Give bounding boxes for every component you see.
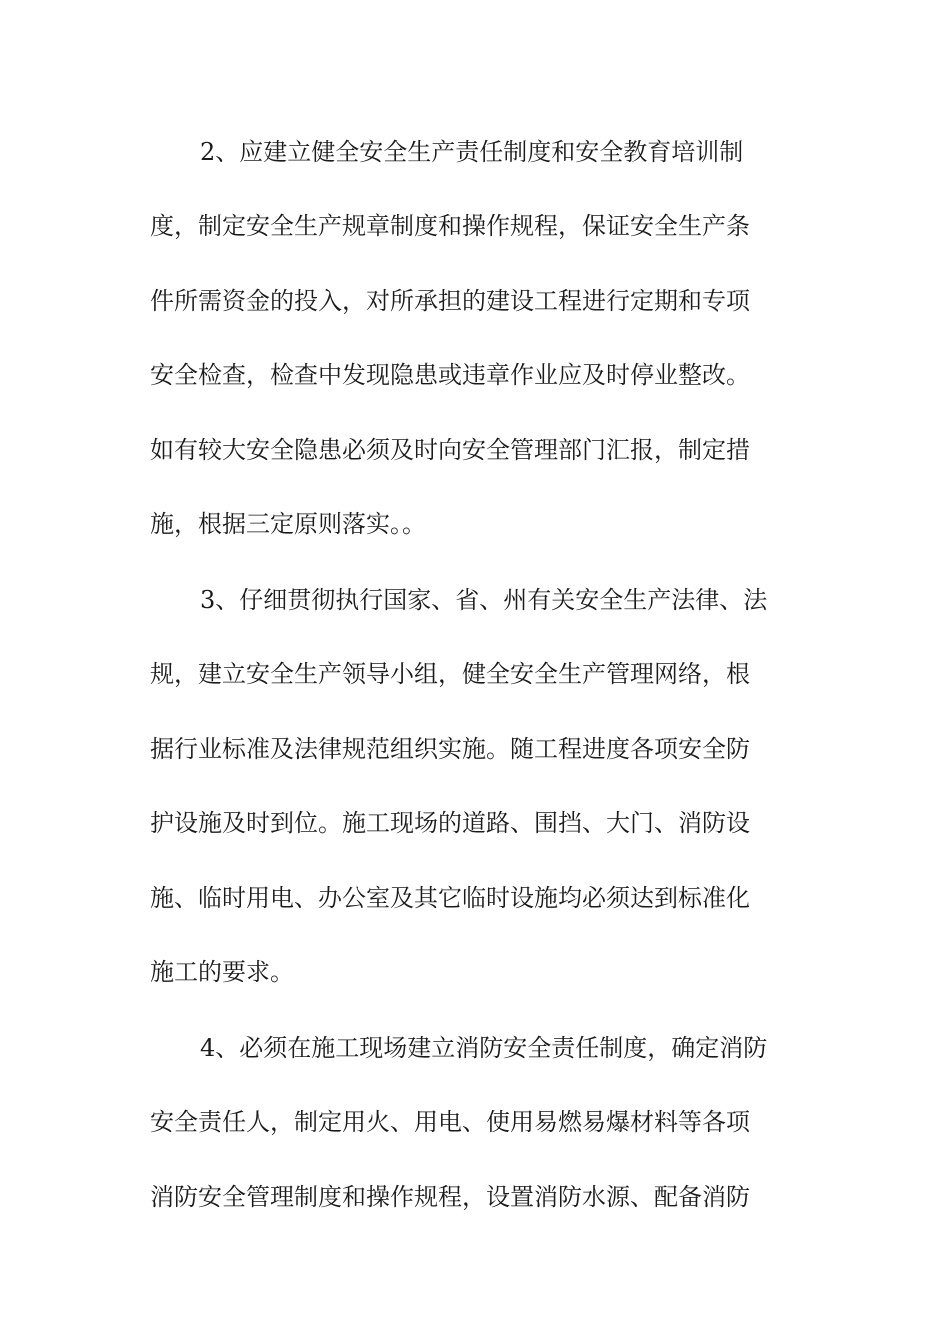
text-line: 消防安全管理制度和操作规程，设置消防水源、配备消防	[150, 1183, 750, 1211]
text-line: 施、临时用电、办公室及其它临时设施均必须达到标准化	[150, 884, 750, 912]
text-line: 安全责任人，制定用火、用电、使用易燃易爆材料等各项	[150, 1108, 750, 1136]
text-line: 如有较大安全隐患必须及时向安全管理部门汇报，制定措	[150, 436, 750, 464]
text-line: 规，建立安全生产领导小组，健全安全生产管理网络，根	[150, 660, 750, 688]
text-line: 护设施及时到位。施工现场的道路、围挡、大门、消防设	[150, 809, 750, 837]
text-line: 4、必须在施工现场建立消防安全责任制度，确定消防	[200, 1034, 768, 1062]
text-line: 度，制定安全生产规章制度和操作规程，保证安全生产条	[150, 212, 750, 240]
text-line: 据行业标准及法律规范组织实施。随工程进度各项安全防	[150, 735, 750, 763]
text-line: 3、仔细贯彻执行国家、省、州有关安全生产法律、法	[200, 586, 768, 614]
text-line: 件所需资金的投入，对所承担的建设工程进行定期和专项	[150, 287, 750, 315]
text-line: 施，根据三定原则落实。。	[150, 510, 426, 538]
text-line: 2、应建立健全安全生产责任制度和安全教育培训制	[200, 138, 744, 166]
text-line: 安全检查，检查中发现隐患或违章作业应及时停业整改。	[150, 361, 750, 389]
text-line: 施工的要求。	[150, 958, 294, 986]
